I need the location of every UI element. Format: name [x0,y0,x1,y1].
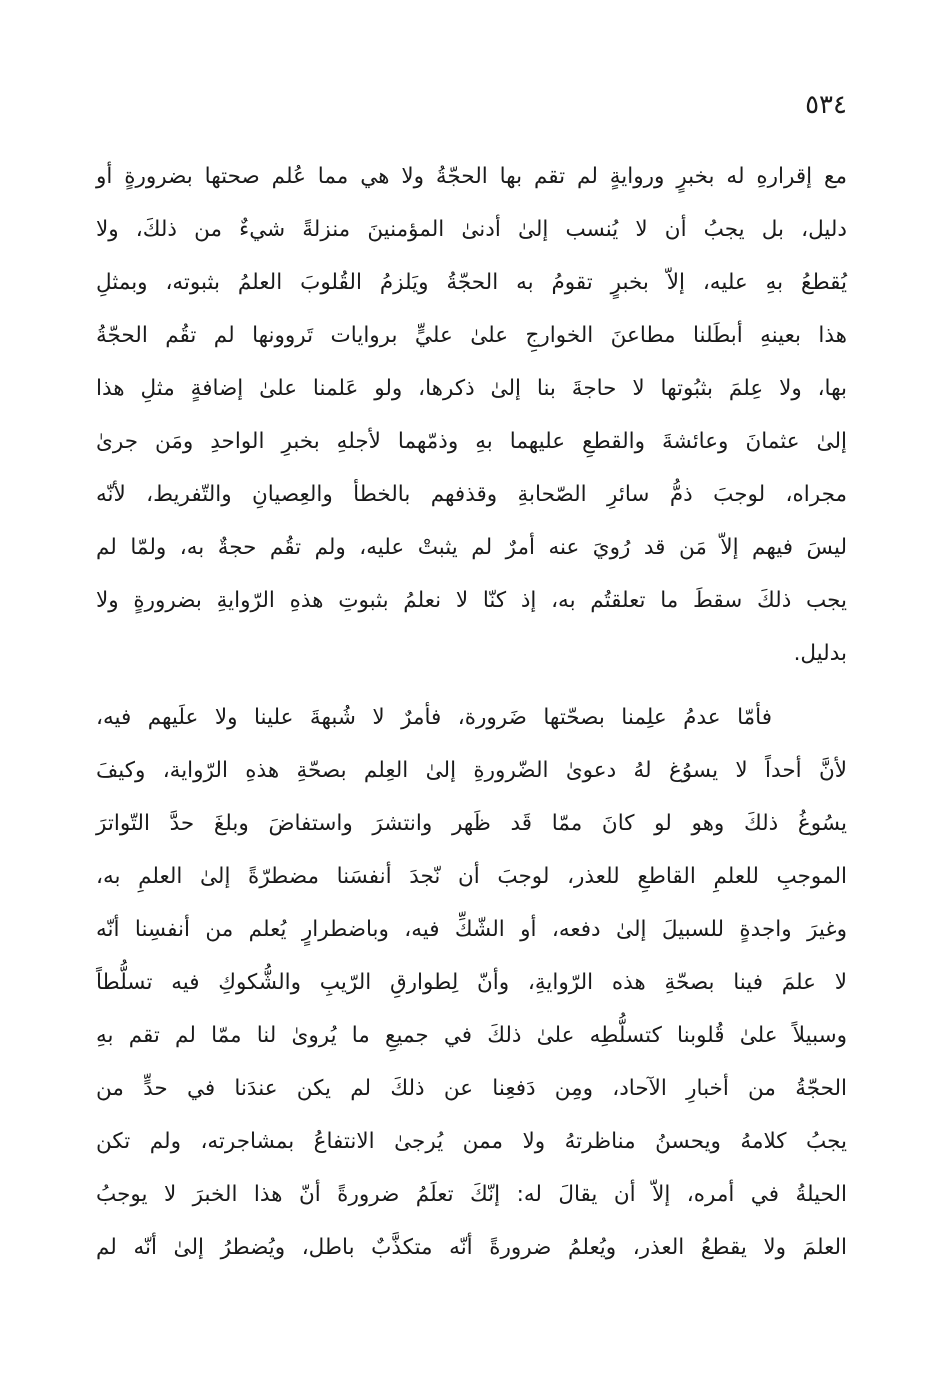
text-line: الحيلةُ في أمره، إلاّ أن يقالَ له: إنّكَ تعلَمُ ضرورةً أنّ هذا الخبرَ لا يوجبُ [96,1182,847,1207]
text-line: وغيرَ واجدةٍ للسبيلَ إلىٰ دفعه، أو الشّكِّ فيه، وباضطرارٍ يُعلم من أنفسِنا أنّه [96,917,847,942]
text-line: فأمّا عدمُ علِمنا بصحّتها ضَرورة، فأمرٌ لا شُبهةَ علينا ولا علَيهم فيه، [96,705,772,730]
text-line: بها، ولا عِلمَ بثبُوتها لا حاجةَ بنا إلىٰ ذكرها، ولو عَلمنا علىٰ إضافةٍ مثلِ هذا [96,376,847,401]
paragraph-1 [96,150,847,680]
text-line: مجراه، لوجبَ ذمُّ سائرِ الصّحابةِ وقذفهم بالخطأ والعِصيانِ والتّفريط، لأنّه [96,482,847,507]
text-line: إلىٰ عثمانَ وعائشةَ والقطعِ عليهما بهِ وذمّهما لأجلهِ بخبرِ الواحدِ ومَن جرىٰ [96,429,847,454]
text-line: يجب ذلكَ سقطَ ما تعلقتُم به، إذ كنّا لا نعلمُ بثبوتِ هذهِ الرّوايةِ بضرورةٍ ولا [96,588,847,613]
text-line: الحجّةُ من أخبارِ الآحاد، ومِن دَفعِنا عن ذلكَ لم يكن عندَنا في حدٍّ من [96,1076,847,1101]
text-line: لأنَّ أحداً لا يسوُغ لهُ دعوىٰ الضّرورةِ إلىٰ العِلم بصحّةِ هذهِ الرّواية، وكيفَ [96,758,847,783]
text-line: دليل، بل يجبُ أن لا يُنسب إلىٰ أدنىٰ المؤمنينَ منزلةً شيءٌ من ذلكَ، ولا [96,217,847,242]
text-line: يسُوغُ ذلكَ وهو لو كانَ ممّا قَد ظَهر وانتشرَ واستفاضَ وبلغَ حدَّ التّواترَ [96,811,847,836]
text-line: وسبيلاً علىٰ قُلوبنا كتسلُّطِه علىٰ ذلكَ في جميعِ ما يُروىٰ لنا ممّا لم تقم بهِ [96,1023,847,1048]
paragraph-2 [96,691,847,1274]
text-line: يجبُ كلامهُ ويحسنُ مناظرتهُ ولا ممن يُرجىٰ الانتفاعُ بمشاجرته، ولم تكن [96,1129,847,1154]
text-line: هذا بعينهِ أبطَلنا مطاعنَ الخوارجِ علىٰ عليٍّ بروايات تَروونها لم تقُم الحجّةُ [96,323,847,348]
text-line: العلمَ ولا يقطعُ العذر، ويُعلمُ ضرورةً أنّه متكذَّبٌ باطل، ويُضطرُ إلىٰ أنّه لم [96,1235,847,1260]
text-line: بدليل. [793,641,847,666]
text-line: مع إقرارهِ له بخبرٍ وروايةٍ لم تقم بها الحجّةُ ولا هي مما عُلم صحتها بضرورةٍ أو [96,164,847,189]
text-line: لا علمَ فينا بصحّةِ هذه الرّوايةِ، وأنّ لِطوارقِ الرّيبِ والشُّكوكِ فيه تسلُّطاً [96,970,847,995]
page-number: ٥٣٤ [805,90,847,120]
text-line: الموجبِ للعلمِ القاطعِ للعذر، لوجبَ أن نّجدَ أنفسَنا مضطرّةً إلىٰ العلمِ به، [96,864,847,889]
text-line: ليسَ فيهم إلاّ مَن قد رُويَ عنه أمرٌ لم يثبتْ عليه، ولم تقُم حجةٌ به، ولمّا لم [96,535,847,560]
text-line: يُقطعُ بهِ عليه، إلاّ بخبرٍ تقومُ به الحجّةُ ويَلزمُ القُلوبَ العلمُ بثبوته، وبمثلِ [96,270,847,295]
